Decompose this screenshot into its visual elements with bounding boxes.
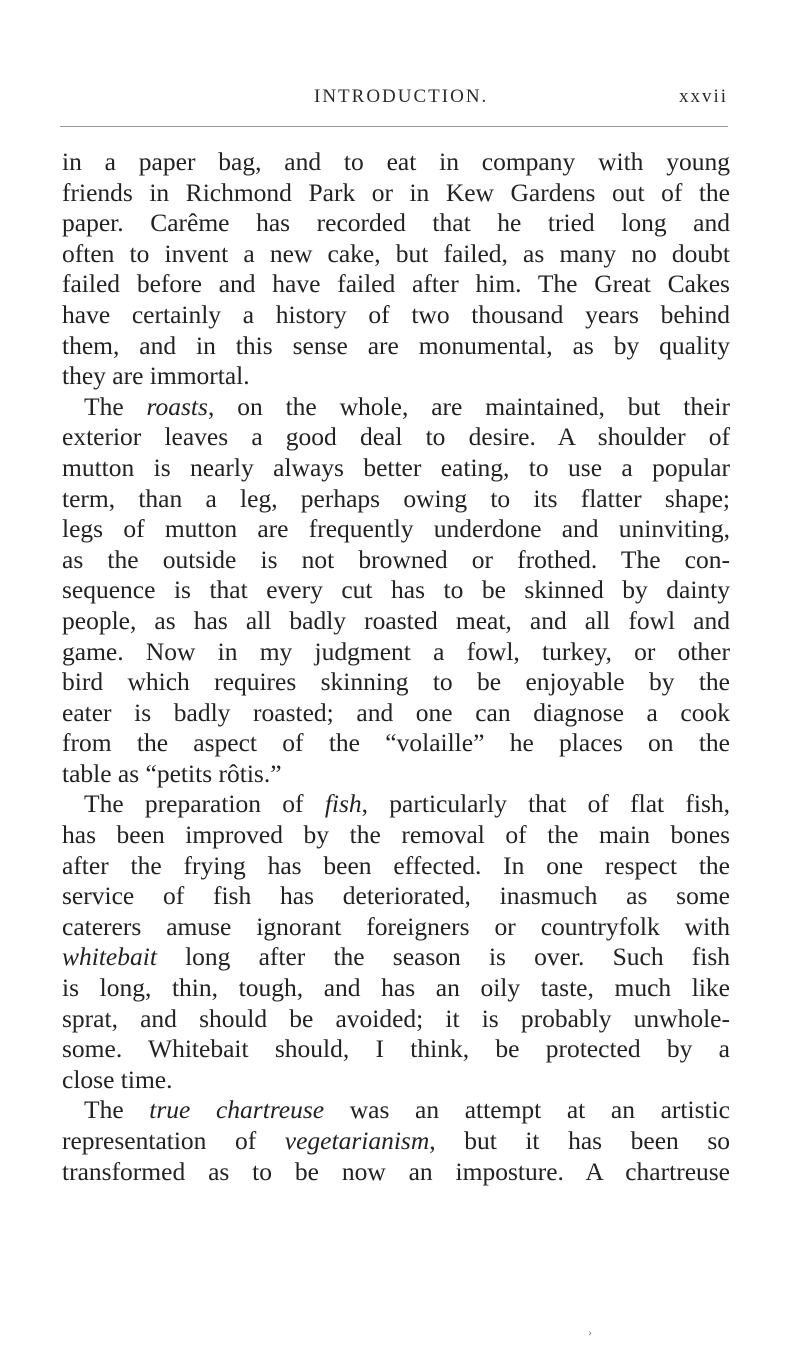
italic-term: fish bbox=[324, 789, 362, 819]
text-line: failed before and have failed after him. The Great Cakes bbox=[62, 269, 730, 299]
text-run: The bbox=[84, 1095, 150, 1125]
paragraph-fish bbox=[62, 789, 730, 1095]
text-line: some. Whitebait should, I think, be protected by a bbox=[62, 1034, 730, 1064]
text-run: representation of bbox=[62, 1126, 285, 1155]
italic-term: roasts bbox=[146, 391, 208, 421]
text-line: sequence is that every cut has to be skinned by dainty bbox=[62, 575, 730, 605]
text-line: service of fish has deteriorated, inasmuch as some bbox=[62, 881, 730, 911]
text-line: after the frying has been effected. In one respect the bbox=[62, 850, 730, 880]
text-line: as the outside is not browned or frothed. The con- bbox=[62, 544, 730, 574]
text-line: have certainly a history of two thousand years behind bbox=[62, 299, 730, 329]
text-run: The preparation of bbox=[84, 789, 325, 819]
italic-term: true chartreuse bbox=[149, 1095, 325, 1125]
paragraph-roasts bbox=[62, 392, 730, 790]
header-rule bbox=[60, 126, 728, 127]
text-line: eater is badly roasted; and one can diagnose a cook bbox=[62, 697, 730, 727]
paragraph-chartreuse bbox=[62, 1095, 730, 1187]
running-title: INTRODUCTION. bbox=[314, 86, 489, 107]
text-run: , on the whole, are maintained, but their bbox=[207, 391, 730, 421]
text-line: bird which requires skinning to be enjoyable by the bbox=[62, 667, 730, 697]
text-run: long after the season is over. Such fish bbox=[156, 942, 730, 972]
text-line: transformed as to be now an imposture. A chartreuse bbox=[62, 1156, 730, 1186]
text-run: was an attempt at an artistic bbox=[324, 1095, 730, 1125]
italic-term: whitebait bbox=[62, 942, 157, 972]
text-line: paper. Carême has recorded that he tried long and bbox=[62, 208, 730, 238]
text-line: close time. bbox=[62, 1064, 173, 1094]
text-run: , particularly that of flat fish, bbox=[361, 789, 730, 819]
text-run: The bbox=[84, 391, 147, 421]
paragraph-cakes bbox=[62, 147, 730, 392]
text-line: has been improved by the removal of the main bones bbox=[62, 820, 730, 850]
text-line bbox=[62, 942, 730, 973]
text-run: , but it has been so bbox=[429, 1126, 730, 1155]
text-line bbox=[62, 392, 730, 423]
body-text bbox=[62, 147, 730, 1187]
text-line: often to invent a new cake, but failed, as many no doubt bbox=[62, 238, 730, 268]
text-line bbox=[62, 1095, 730, 1126]
page-number: xxvii bbox=[678, 86, 728, 107]
text-line: caterers amuse ignorant foreigners or countryfolk with bbox=[62, 911, 730, 941]
text-line: sprat, and should be avoided; it is probably unwhole- bbox=[62, 1003, 730, 1033]
text-line: is long, thin, tough, and has an oily taste, much like bbox=[62, 973, 730, 1003]
text-line: in a paper bag, and to eat in company with young bbox=[62, 147, 730, 176]
text-line bbox=[62, 789, 730, 820]
running-head bbox=[62, 86, 728, 116]
text-line: legs of mutton are frequently underdone and uninviting, bbox=[62, 514, 730, 544]
text-line: them, and in this sense are monumental, as by quality bbox=[62, 330, 730, 360]
text-line: exterior leaves a good deal to desire. A shoulder of bbox=[62, 422, 730, 452]
text-line: table as “petits rôtis.” bbox=[62, 758, 282, 788]
text-line: friends in Richmond Park or in Kew Gardens out of the bbox=[62, 177, 730, 207]
italic-term: vegetarianism bbox=[284, 1126, 430, 1155]
page-mark: › bbox=[588, 1325, 592, 1339]
text-line: mutton is nearly always better eating, to use a popular bbox=[62, 452, 730, 482]
text-line bbox=[62, 1126, 730, 1157]
text-line: from the aspect of the “volaille” he places on the bbox=[62, 728, 730, 758]
text-line: people, as has all badly roasted meat, and all fowl and bbox=[62, 605, 730, 635]
text-line: term, than a leg, perhaps owing to its flatter shape; bbox=[62, 483, 730, 513]
text-line: game. Now in my judgment a fowl, turkey, or other bbox=[62, 636, 730, 666]
text-line: they are immortal. bbox=[62, 361, 250, 391]
